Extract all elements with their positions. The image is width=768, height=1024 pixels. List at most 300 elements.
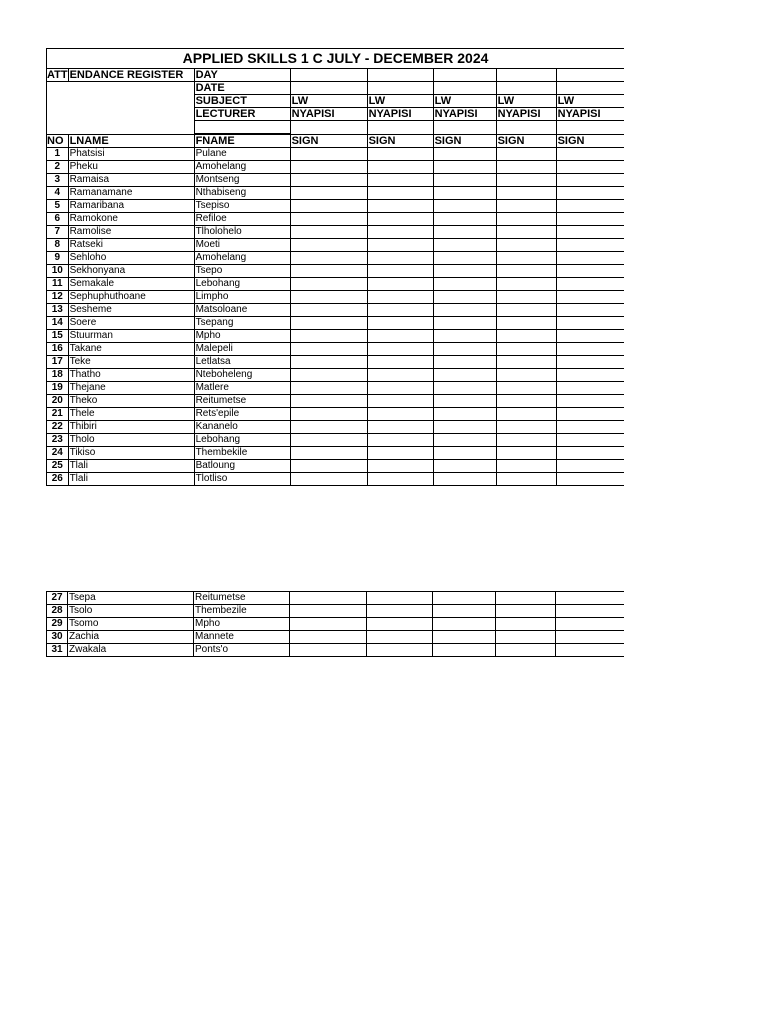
student-lname: Semakale <box>68 278 194 291</box>
sign-cell <box>496 239 556 252</box>
sign-cell <box>290 174 367 187</box>
sign-cell <box>433 317 496 330</box>
sign-cell <box>367 265 433 278</box>
sign-cell <box>367 356 433 369</box>
sign-cell <box>556 187 624 200</box>
sign-cell <box>496 434 556 447</box>
student-no: 6 <box>47 213 69 226</box>
register-label-a: ATT <box>47 69 68 81</box>
student-row <box>47 291 625 304</box>
student-row <box>47 161 625 174</box>
sign-cell <box>496 265 556 278</box>
sign-cell <box>290 631 367 644</box>
sign-cell <box>290 330 367 343</box>
student-lname: Sekhonyana <box>68 265 194 278</box>
student-row <box>47 447 625 460</box>
fname-header: FNAME <box>194 134 290 148</box>
sign-cell <box>367 226 433 239</box>
sign-cell <box>433 605 496 618</box>
student-fname: Tsepo <box>194 265 290 278</box>
column-header-row <box>47 134 625 148</box>
student-row <box>47 395 625 408</box>
student-fname: Tsepang <box>194 317 290 330</box>
subject-cell: LW <box>496 95 556 108</box>
sign-cell <box>556 408 624 421</box>
no-header: NO <box>47 134 69 148</box>
sign-cell <box>367 343 433 356</box>
sign-cell <box>433 148 496 161</box>
sign-cell <box>290 265 367 278</box>
sign-cell <box>367 395 433 408</box>
sign-cell <box>556 618 624 631</box>
sign-cell <box>433 447 496 460</box>
student-lname: Theko <box>68 395 194 408</box>
subject-label: SUBJECT <box>194 95 290 108</box>
student-fname: Rets'epile <box>194 408 290 421</box>
lecturer-label: LECTURER <box>194 108 290 121</box>
student-fname: Kananelo <box>194 421 290 434</box>
sign-cell <box>290 447 367 460</box>
student-fname: Letlatsa <box>194 356 290 369</box>
student-lname: Thejane <box>68 382 194 395</box>
spacer-cell <box>367 121 433 135</box>
sign-cell <box>367 447 433 460</box>
sign-cell <box>367 252 433 265</box>
sign-cell <box>433 473 496 486</box>
sign-cell <box>496 605 556 618</box>
student-no: 5 <box>47 200 69 213</box>
student-lname: Thatho <box>68 369 194 382</box>
title-row <box>47 49 625 69</box>
date-label: DATE <box>194 82 290 95</box>
lname-header: LNAME <box>68 134 194 148</box>
student-row <box>47 213 625 226</box>
sign-cell <box>556 447 624 460</box>
day-label: DAY <box>194 69 290 82</box>
student-row <box>47 592 624 605</box>
sign-cell <box>556 252 624 265</box>
student-fname: Lebohang <box>194 434 290 447</box>
sign-cell <box>433 434 496 447</box>
student-no: 27 <box>47 592 68 605</box>
sign-cell <box>556 304 624 317</box>
student-row <box>47 434 625 447</box>
sign-cell <box>433 291 496 304</box>
sign-cell <box>367 382 433 395</box>
sign-cell <box>367 317 433 330</box>
sign-cell <box>433 382 496 395</box>
sign-cell <box>556 473 624 486</box>
sign-cell <box>367 408 433 421</box>
date-cell <box>433 82 496 95</box>
student-no: 29 <box>47 618 68 631</box>
student-no: 20 <box>47 395 69 408</box>
student-no: 4 <box>47 187 69 200</box>
student-row <box>47 239 625 252</box>
sign-cell <box>433 460 496 473</box>
sign-cell <box>290 644 367 657</box>
sign-cell <box>433 213 496 226</box>
sign-cell <box>367 187 433 200</box>
student-row <box>47 644 624 657</box>
lecturer-cell: NYAPISI <box>496 108 556 121</box>
sign-cell <box>290 592 367 605</box>
student-fname: Thembekile <box>194 447 290 460</box>
sign-cell <box>433 252 496 265</box>
day-cell <box>556 69 624 82</box>
student-fname: Pulane <box>194 148 290 161</box>
student-row <box>47 408 625 421</box>
student-lname: Zwakala <box>68 644 194 657</box>
sign-cell <box>556 161 624 174</box>
student-fname: Mannete <box>194 631 290 644</box>
student-fname: Ponts'o <box>194 644 290 657</box>
sign-cell <box>496 317 556 330</box>
lecturer-cell: NYAPISI <box>367 108 433 121</box>
sign-cell <box>496 421 556 434</box>
student-lname: Ratseki <box>68 239 194 252</box>
sign-cell <box>367 421 433 434</box>
student-lname: Tsolo <box>68 605 194 618</box>
student-lname: Ramokone <box>68 213 194 226</box>
student-no: 22 <box>47 421 69 434</box>
student-row <box>47 356 625 369</box>
student-no: 8 <box>47 239 69 252</box>
sign-cell <box>496 592 556 605</box>
sign-cell <box>556 631 624 644</box>
student-fname: Refiloe <box>194 213 290 226</box>
student-row <box>47 252 625 265</box>
sign-cell <box>496 291 556 304</box>
sign-cell <box>556 278 624 291</box>
student-lname: Ramolise <box>68 226 194 239</box>
sign-cell <box>556 356 624 369</box>
spacer-cell <box>433 121 496 135</box>
student-lname: Ramaribana <box>68 200 194 213</box>
sign-cell <box>433 187 496 200</box>
header-blank <box>47 82 195 135</box>
register-label-b: ENDANCE REGISTER <box>68 69 194 82</box>
student-row <box>47 460 625 473</box>
sign-cell <box>290 291 367 304</box>
student-fname: Mpho <box>194 618 290 631</box>
student-row <box>47 369 625 382</box>
sign-cell <box>556 592 624 605</box>
student-fname: Matsoloane <box>194 304 290 317</box>
student-lname: Tlali <box>68 460 194 473</box>
sign-cell <box>367 631 433 644</box>
sign-cell <box>496 278 556 291</box>
spacer-cell <box>496 121 556 135</box>
sign-cell <box>290 317 367 330</box>
date-cell <box>556 82 624 95</box>
student-row <box>47 473 625 486</box>
sign-cell <box>496 252 556 265</box>
sign-cell <box>290 408 367 421</box>
student-lname: Sesheme <box>68 304 194 317</box>
sign-cell <box>496 460 556 473</box>
attendance-register-table <box>46 48 624 486</box>
student-lname: Tikiso <box>68 447 194 460</box>
student-no: 25 <box>47 460 69 473</box>
sign-cell <box>433 592 496 605</box>
sign-cell <box>290 161 367 174</box>
date-cell <box>496 82 556 95</box>
sign-cell <box>290 252 367 265</box>
sign-cell <box>367 605 433 618</box>
student-no: 14 <box>47 317 69 330</box>
sign-cell <box>367 434 433 447</box>
student-lname: Zachia <box>68 631 194 644</box>
student-row <box>47 631 624 644</box>
sign-cell <box>433 421 496 434</box>
student-no: 7 <box>47 226 69 239</box>
sign-cell <box>367 304 433 317</box>
student-row <box>47 317 625 330</box>
student-lname: Pheku <box>68 161 194 174</box>
student-row <box>47 174 625 187</box>
student-lname: Sehloho <box>68 252 194 265</box>
sign-cell <box>367 239 433 252</box>
sign-cell <box>556 369 624 382</box>
student-no: 11 <box>47 278 69 291</box>
sign-cell <box>367 592 433 605</box>
sign-cell <box>433 408 496 421</box>
student-fname: Nthabiseng <box>194 187 290 200</box>
sign-header: SIGN <box>556 134 624 148</box>
sign-cell <box>290 239 367 252</box>
sign-cell <box>290 226 367 239</box>
sign-cell <box>367 213 433 226</box>
date-row <box>47 82 625 95</box>
sign-cell <box>290 369 367 382</box>
student-row <box>47 382 625 395</box>
sign-cell <box>496 631 556 644</box>
sign-cell <box>433 174 496 187</box>
sign-header: SIGN <box>367 134 433 148</box>
sign-cell <box>496 408 556 421</box>
sign-cell <box>496 473 556 486</box>
date-cell <box>290 82 367 95</box>
student-row <box>47 343 625 356</box>
lecturer-cell: NYAPISI <box>290 108 367 121</box>
student-no: 28 <box>47 605 68 618</box>
sign-cell <box>290 200 367 213</box>
student-lname: Sephuphuthoane <box>68 291 194 304</box>
sign-cell <box>367 369 433 382</box>
sign-cell <box>556 644 624 657</box>
lecturer-cell: NYAPISI <box>433 108 496 121</box>
student-fname: Tlotliso <box>194 473 290 486</box>
sign-cell <box>556 343 624 356</box>
sign-cell <box>433 304 496 317</box>
student-fname: Matlere <box>194 382 290 395</box>
sign-cell <box>556 239 624 252</box>
sign-cell <box>367 161 433 174</box>
student-row <box>47 226 625 239</box>
student-row <box>47 265 625 278</box>
student-no: 15 <box>47 330 69 343</box>
sign-cell <box>556 434 624 447</box>
student-lname: Tsepa <box>68 592 194 605</box>
sign-cell <box>367 330 433 343</box>
day-cell <box>433 69 496 82</box>
sign-cell <box>290 434 367 447</box>
day-cell <box>496 69 556 82</box>
sign-cell <box>496 382 556 395</box>
student-no: 21 <box>47 408 69 421</box>
student-lname: Phatsisi <box>68 148 194 161</box>
sign-cell <box>290 343 367 356</box>
student-fname: Tsepiso <box>194 200 290 213</box>
sign-cell <box>496 395 556 408</box>
student-lname: Ramaisa <box>68 174 194 187</box>
student-lname: Ramanamane <box>68 187 194 200</box>
student-lname: Teke <box>68 356 194 369</box>
sign-cell <box>496 644 556 657</box>
sign-cell <box>433 265 496 278</box>
sign-cell <box>556 460 624 473</box>
sign-cell <box>556 174 624 187</box>
sign-cell <box>556 265 624 278</box>
sign-cell <box>433 343 496 356</box>
sign-cell <box>433 278 496 291</box>
student-fname: Reitumetse <box>194 592 290 605</box>
sign-cell <box>433 631 496 644</box>
sign-cell <box>367 291 433 304</box>
sign-cell <box>290 356 367 369</box>
sign-cell <box>556 226 624 239</box>
student-no: 13 <box>47 304 69 317</box>
student-lname: Tsomo <box>68 618 194 631</box>
sign-cell <box>496 213 556 226</box>
student-no: 2 <box>47 161 69 174</box>
student-fname: Montseng <box>194 174 290 187</box>
sign-cell <box>433 239 496 252</box>
attendance-register-table-continued <box>46 591 624 657</box>
sign-cell <box>556 421 624 434</box>
student-fname: Moeti <box>194 239 290 252</box>
sign-cell <box>556 291 624 304</box>
sign-cell <box>290 421 367 434</box>
sign-cell <box>556 330 624 343</box>
sign-cell <box>433 395 496 408</box>
student-row <box>47 421 625 434</box>
day-row <box>47 69 625 82</box>
subject-cell: LW <box>367 95 433 108</box>
sign-cell <box>433 356 496 369</box>
student-row <box>47 605 624 618</box>
sign-cell <box>290 278 367 291</box>
student-row <box>47 330 625 343</box>
student-no: 18 <box>47 369 69 382</box>
student-fname: Limpho <box>194 291 290 304</box>
sign-cell <box>496 148 556 161</box>
student-lname: Tlali <box>68 473 194 486</box>
spacer-cell <box>290 121 367 135</box>
sign-cell <box>290 187 367 200</box>
student-fname: Amohelang <box>194 161 290 174</box>
sign-cell <box>433 618 496 631</box>
sign-cell <box>290 213 367 226</box>
student-row <box>47 618 624 631</box>
sign-cell <box>496 174 556 187</box>
student-fname: Malepeli <box>194 343 290 356</box>
sign-cell <box>367 278 433 291</box>
sign-cell <box>290 148 367 161</box>
sign-cell <box>367 473 433 486</box>
student-fname: Batloung <box>194 460 290 473</box>
student-no: 1 <box>47 148 69 161</box>
student-lname: Thele <box>68 408 194 421</box>
student-fname: Amohelang <box>194 252 290 265</box>
date-cell <box>367 82 433 95</box>
sign-header: SIGN <box>496 134 556 148</box>
subject-cell: LW <box>290 95 367 108</box>
sign-cell <box>433 226 496 239</box>
sign-cell <box>496 161 556 174</box>
spacer-cell <box>194 121 290 135</box>
sign-cell <box>433 644 496 657</box>
sign-cell <box>290 473 367 486</box>
sign-cell <box>496 356 556 369</box>
spacer-cell <box>556 121 624 135</box>
sign-cell <box>496 304 556 317</box>
student-no: 10 <box>47 265 69 278</box>
subject-cell: LW <box>556 95 624 108</box>
student-no: 31 <box>47 644 68 657</box>
student-no: 23 <box>47 434 69 447</box>
sign-cell <box>367 644 433 657</box>
sign-cell <box>496 447 556 460</box>
student-fname: Lebohang <box>194 278 290 291</box>
sign-header: SIGN <box>433 134 496 148</box>
lecturer-cell: NYAPISI <box>556 108 624 121</box>
sign-cell <box>496 187 556 200</box>
student-no: 24 <box>47 447 69 460</box>
sign-cell <box>496 369 556 382</box>
student-no: 16 <box>47 343 69 356</box>
student-fname: Mpho <box>194 330 290 343</box>
sign-cell <box>556 148 624 161</box>
page-title: APPLIED SKILLS 1 C JULY - DECEMBER 2024 <box>47 49 625 69</box>
sign-cell <box>433 200 496 213</box>
sign-cell <box>556 200 624 213</box>
student-no: 26 <box>47 473 69 486</box>
student-lname: Tholo <box>68 434 194 447</box>
sign-cell <box>556 317 624 330</box>
sign-cell <box>367 618 433 631</box>
sign-cell <box>556 605 624 618</box>
student-no: 19 <box>47 382 69 395</box>
student-fname: Nteboheleng <box>194 369 290 382</box>
student-row <box>47 200 625 213</box>
student-lname: Takane <box>68 343 194 356</box>
sign-cell <box>367 174 433 187</box>
sign-cell <box>496 343 556 356</box>
subject-cell: LW <box>433 95 496 108</box>
sign-cell <box>556 382 624 395</box>
student-no: 17 <box>47 356 69 369</box>
day-cell <box>290 69 367 82</box>
student-lname: Stuurman <box>68 330 194 343</box>
student-no: 12 <box>47 291 69 304</box>
student-no: 3 <box>47 174 69 187</box>
student-lname: Thibiri <box>68 421 194 434</box>
sign-cell <box>290 618 367 631</box>
sign-cell <box>496 618 556 631</box>
sign-cell <box>290 605 367 618</box>
